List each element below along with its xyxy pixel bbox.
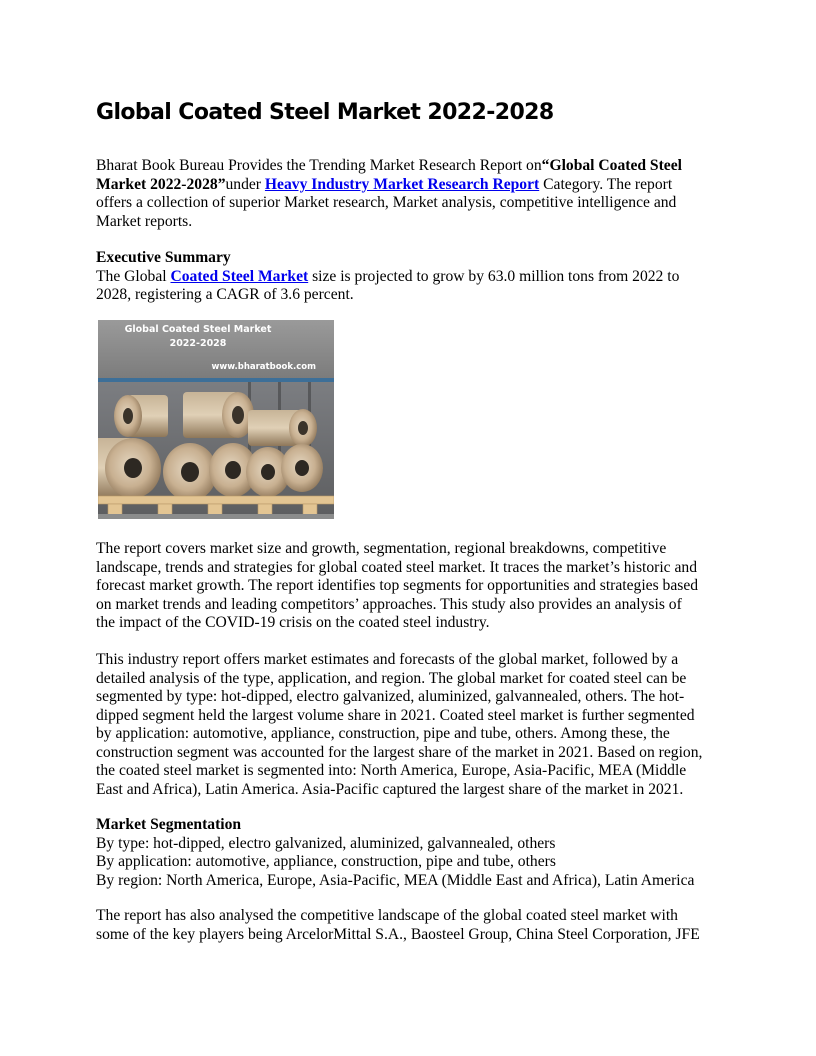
competitive-line: The report has also analysed the competitive landscape of the global coated steel market with — [96, 907, 678, 924]
coated-steel-market-link[interactable]: Coated Steel Market — [170, 267, 309, 285]
intro-paragraph — [96, 157, 720, 231]
coverage-line: on market trends and leading competitors’ approaches. This study also provides an analysis of — [96, 595, 682, 613]
industry-line: This industry report offers market estimates and forecasts of the global market, followed by a — [96, 651, 679, 668]
industry-line: by application: automotive, appliance, construction, pipe and tube, others. Among these, the — [96, 725, 670, 742]
executive-text-post: size is projected to grow by 63.0 million tons from 2022 to — [308, 267, 680, 285]
industry-line: construction segment was accounted for the largest share of the market in 2021. Based on region, — [96, 743, 703, 761]
industry-line: segmented by type: hot-dipped, electro galvanized, aluminized, galvannealed, others. The hot- — [96, 688, 685, 705]
image-title-line-2: 2022-2028 — [169, 338, 227, 349]
coverage-line: landscape, trends and strategies for global coated steel market. It traces the market’s historic and — [96, 558, 697, 576]
intro-under-text: under — [225, 175, 262, 193]
competitive-line: some of the key players being ArcelorMittal S.A., Baosteel Group, China Steel Corporation, JFE — [96, 925, 700, 943]
industry-line: the coated steel market is segmented into: North America, Europe, Asia-Pacific, MEA (Middle — [96, 762, 687, 779]
image-title-line-1: Global Coated Steel Market — [124, 324, 272, 335]
coverage-line: The report covers market size and growth, segmentation, regional breakdowns, competitive — [96, 540, 667, 557]
intro-report-name-cont: Market 2022-2028” — [96, 175, 226, 193]
industry-line: East and Africa), Latin America. Asia-Pacific captured the largest share of the market in 2021. — [96, 780, 684, 798]
coverage-line: the impact of the COVID-19 crisis on the coated steel industry. — [96, 614, 490, 631]
competitive-landscape-paragraph — [96, 907, 720, 944]
market-segmentation-heading: Market Segmentation — [96, 816, 242, 833]
page-title: Global Coated Steel Market 2022-2028 — [96, 100, 554, 125]
intro-report-name: “Global Coated Steel — [541, 157, 682, 174]
segmentation-line: By region: North America, Europe, Asia-Pacific, MEA (Middle East and Africa), Latin America — [96, 871, 695, 889]
executive-summary-heading: Executive Summary — [96, 249, 231, 266]
executive-summary — [96, 249, 720, 305]
report-coverage-paragraph — [96, 540, 720, 633]
segmentation-line: By type: hot-dipped, electro galvanized, aluminized, galvannealed, others — [96, 834, 556, 852]
heavy-industry-link[interactable]: Heavy Industry Market Research Report — [264, 175, 540, 193]
executive-text-pre: The Global — [96, 267, 171, 285]
industry-line: dipped segment held the largest volume share in 2021. Coated steel market is further segmented — [96, 706, 695, 724]
market-segmentation — [96, 816, 720, 890]
intro-line-3: offers a collection of superior Market research, Market analysis, competitive intelligence and — [96, 194, 677, 211]
image-website: www.bharatbook.com — [211, 362, 316, 372]
intro-category-text: Category. The report — [539, 175, 673, 193]
coverage-line: forecast market growth. The report identifies top segments for opportunities and strategies based — [96, 577, 699, 594]
image-title — [98, 323, 298, 351]
intro-text: Bharat Book Bureau Provides the Trending Market Research Report on — [96, 157, 542, 174]
intro-line-4: Market reports. — [96, 212, 193, 230]
executive-line-2: 2028, registering a CAGR of 3.6 percent. — [96, 286, 354, 303]
segmentation-line: By application: automotive, appliance, construction, pipe and tube, others — [96, 853, 556, 870]
industry-line: detailed analysis of the type, application, and region. The global market for coated steel can be — [96, 669, 687, 687]
industry-report-paragraph — [96, 651, 720, 799]
steel-coils-image — [98, 320, 334, 519]
